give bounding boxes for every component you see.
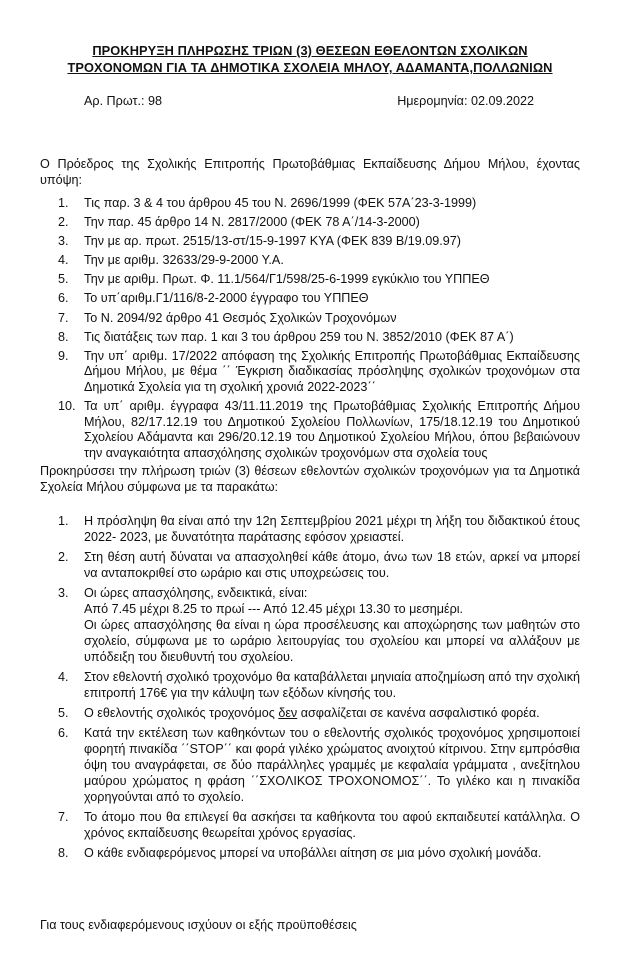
item-number: 3. — [58, 586, 69, 600]
item-text: Την με αριθμ. 32633/29-9-2000 Υ.Α. — [84, 253, 284, 268]
item-number: 10. — [58, 399, 76, 414]
term-item — [58, 845, 580, 861]
term-item — [58, 513, 580, 545]
title-line-2: ΤΡΟΧΟΝΟΜΩΝ ΓΙΑ ΤΑ ΔΗΜΟΤΙΚΑ ΣΧΟΛΕΙΑ ΜΗΛΟΥ, ΑΔΑΜΑΝΤΑ,ΠΟΛΛΩΝΙΩΝ — [67, 60, 553, 75]
term-line: Στη θέση αυτή δύναται να απασχοληθεί κάθε άτομο, άνω των 18 ετών, αρκεί να μπορεί να ανταποκριθεί στο ωράριο και στις υποχρεώσεις του. — [84, 550, 580, 580]
item-number: 6. — [58, 726, 69, 740]
term-line: Το άτομο που θα επιλεγεί θα ασκήσει τα καθήκοντα του αφού εκπαιδευτεί κατάλληλα. Ο χρόνος εκπαίδευσης θεωρείται χρόνος εργασίας. — [84, 810, 580, 840]
terms-list — [58, 513, 580, 865]
term-item — [58, 809, 580, 841]
term-item — [58, 549, 580, 581]
consideration-item — [58, 399, 580, 461]
consideration-item — [58, 196, 580, 212]
item-text — [84, 549, 580, 581]
document-title — [40, 42, 580, 76]
item-number: 1. — [58, 196, 69, 210]
item-number: 8. — [58, 846, 69, 860]
item-number: 2. — [58, 215, 69, 230]
intro-paragraph: Ο Πρόεδρος της Σχολικής Επιτροπής Πρωτοβάθμιας Εκπαίδευσης Δήμου Μήλου, έχοντας υπόψη: — [40, 157, 580, 187]
item-text — [84, 705, 580, 721]
term-line: Η πρόσληψη θα είναι από την 12η Σεπτεμβρίου 2021 μέχρι τη λήξη του διδακτικού έτους 2022- 2023, με δυνατότητα παράτασης εφόσον χρειαστεί. — [84, 514, 580, 544]
item-text: Το υπ΄αριθμ.Γ1/116/8-2-2000 έγγραφο του ΥΠΠΕΘ — [84, 291, 369, 306]
term-line: Από 7.45 μέχρι 8.25 το πρωί --- Από 12.45 μέχρι 13.30 το μεσημέρι. — [84, 602, 464, 616]
item-text — [84, 725, 580, 805]
item-text: Τις διατάξεις των παρ. 1 και 3 του άρθρου 259 του Ν. 3852/2010 (ΦΕΚ 87 Α΄) — [84, 329, 514, 344]
term-item — [58, 725, 580, 805]
footer-text: Για τους ενδιαφερόμενους ισχύουν οι εξής προϋποθέσεις — [40, 918, 357, 932]
term-line: Οι ώρες απασχόλησης θα είναι η ώρα προσέλευσης και αποχώρησης των μαθητών στο σχολείο, σύμφωνα με το ωράριο λειτουργίας του σχολείου και μπορεί να αλλάξουν με υπόδειξη του διευθυντή του σχολείου. — [84, 618, 580, 664]
term-line: Κατά την εκτέλεση των καθηκόντων του ο εθελοντής σχολικός τροχονόμος χρησιμοποιεί φορητή πινακίδα ΄΄STOP΄΄ και φορά γιλέκο χρώματος ανοιχτού κίτρινου. Στην εμπρόσθια όψη του αναγράφεται, σε δύο παράλληλες γραμμές με κεφαλαία γράμματα , ανεξίτηλου μαύρου χρώματος η φράση ΄΄ΣΧΟΛΙΚΟΣ ΤΡΟΧΟΝΟΜΟΣ΄΄. Το γιλέκο και η πινακίδα χορηγούνται από το σχολείο. — [84, 726, 580, 804]
protocol-number: Αρ. Πρωτ.: 98 — [84, 94, 162, 108]
consideration-item — [58, 234, 580, 250]
consideration-item — [58, 253, 580, 269]
consideration-item — [58, 291, 580, 307]
item-number: 1. — [58, 514, 69, 528]
consideration-item — [58, 311, 580, 327]
item-number: 8. — [58, 329, 69, 344]
term-item — [58, 585, 580, 665]
consideration-item — [58, 215, 580, 231]
item-text: Την με αριθμ. Πρωτ. Φ. 11.1/564/Γ1/598/25-6-1999 εγκύκλιο του ΥΠΠΕΘ — [84, 272, 490, 287]
announcement-paragraph: Προκηρύσσει την πλήρωση τριών (3) θέσεων εθελοντών σχολικών τροχονόμων για τα Δημοτικά Σχολεία Μήλου σύμφωνα με τα παρακάτω: — [40, 464, 580, 494]
item-number: 5. — [58, 706, 69, 720]
underlined-word: δεν — [278, 706, 298, 720]
title-line-1: ΠΡΟΚΗΡΥΞΗ ΠΛΗΡΩΣΗΣ ΤΡΙΩΝ (3) ΘΕΣΕΩΝ ΕΘΕΛΟΝΤΩΝ ΣΧΟΛΙΚΩΝ — [92, 43, 528, 58]
item-text: Τα υπ΄ αριθμ. έγγραφα 43/11.11.2019 της Πρωτοβάθμιας Σχολικής Επιτροπής Δήμου Μήλου, 82/17.12.19 του Δημοτικού Σχολείου Πολλωνίων, 175/18.12.19 του Δημοτικού Σχολείου Αδάμαντα και 296/20.12.19 του Δημοτικού Σχολείου Μήλου, όπου βεβαιώνουν την αναγκαιότητα απασχόλησης σχολικών τροχονόμων στα σχολεία τους — [84, 399, 580, 460]
consideration-item — [58, 349, 580, 396]
item-text: Την παρ. 45 άρθρο 14 Ν. 2817/2000 (ΦΕΚ 78 Α΄/14-3-2000) — [84, 215, 420, 230]
item-text: Την με αρ. πρωτ. 2515/13-στ/15-9-1997 ΚΥΑ (ΦΕΚ 839 Β/19.09.97) — [84, 234, 461, 249]
item-text: Τις παρ. 3 & 4 του άρθρου 45 του Ν. 2696/1999 (ΦΕΚ 57Α΄23-3-1999) — [84, 196, 477, 210]
item-number: 6. — [58, 291, 69, 306]
item-text: Την υπ΄ αριθμ. 17/2022 απόφαση της Σχολικής Επιτροπής Πρωτοβάθμιας Εκπαίδευσης Δήμου Μήλου, με θέμα ΄΄ Έγκριση διαδικασίας πρόσληψης σχολικών τροχονόμων στα Δημοτικά Σχολεία για τη σχολική χρονιά 2022-2023΄΄ — [84, 348, 580, 394]
term-line: Ο κάθε ενδιαφερόμενος μπορεί να υποβάλλει αίτηση σε μια μόνο σχολική μονάδα. — [84, 846, 542, 860]
considerations-list — [58, 196, 580, 465]
consideration-item — [58, 330, 580, 346]
item-text — [84, 809, 580, 841]
item-number: 2. — [58, 550, 69, 564]
item-number: 5. — [58, 272, 69, 287]
item-number: 4. — [58, 253, 69, 268]
term-item — [58, 669, 580, 701]
consideration-item — [58, 272, 580, 288]
term-text-part: ασφαλίζεται σε κανένα ασφαλιστικό φορέα. — [297, 706, 540, 720]
term-line: Στον εθελοντή σχολικό τροχονόμο θα καταβάλλεται μηνιαία αποζημίωση από την σχολική επιτροπή 176€ για την κάλυψη των εξόδων κίνησής του. — [84, 670, 580, 700]
item-text: Το Ν. 2094/92 άρθρο 41 Θεσμός Σχολικών Τροχονόμων — [84, 310, 397, 325]
term-text-part: Ο εθελοντής σχολικός τροχονόμος — [84, 706, 279, 720]
item-number: 7. — [58, 310, 69, 325]
item-text — [84, 845, 580, 861]
term-item — [58, 705, 580, 721]
term-line: Οι ώρες απασχόλησης, ενδεικτικά, είναι: — [84, 586, 308, 600]
item-number: 3. — [58, 234, 69, 249]
item-text — [84, 513, 580, 545]
document-date: Ημερομηνία: 02.09.2022 — [397, 94, 534, 108]
item-text — [84, 585, 580, 665]
item-text — [84, 669, 580, 701]
item-number: 7. — [58, 810, 69, 824]
item-number: 4. — [58, 670, 69, 684]
item-number: 9. — [58, 348, 69, 363]
